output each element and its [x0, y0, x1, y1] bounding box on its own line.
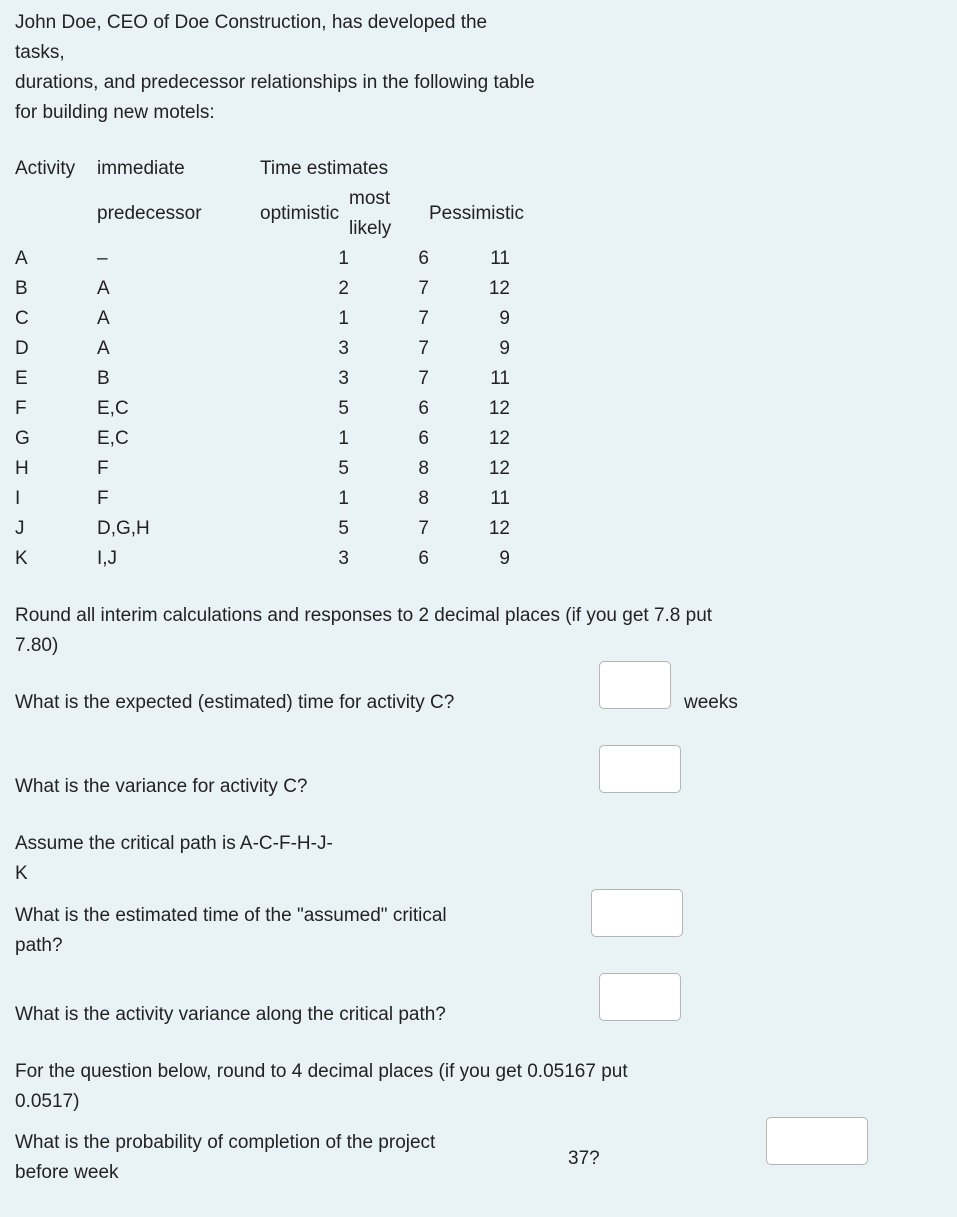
intro-line-2: tasks, [15, 42, 65, 63]
question-expected-time-c: What is the expected (estimated) time for activity C? [15, 692, 455, 713]
header-time-estimates: Time estimates [260, 158, 389, 179]
cell-pessimistic: 12 [488, 428, 510, 449]
question-critical-path-time-line-1: What is the estimated time of the "assumed" critical [15, 905, 447, 926]
question-probability-line-2: before week [15, 1162, 119, 1183]
cell-most-likely: 8 [418, 488, 429, 509]
cell-most-likely: 6 [418, 398, 429, 419]
cell-pessimistic: 9 [499, 548, 510, 569]
cell-predecessor: A [97, 338, 110, 359]
cell-predecessor: D,G,H [97, 518, 150, 539]
cell-most-likely: 6 [418, 428, 429, 449]
cell-most-likely: 7 [418, 368, 429, 389]
cell-optimistic: 1 [338, 308, 349, 329]
cell-activity: F [15, 398, 27, 419]
rounding-note-line-1: Round all interim calculations and responses to 2 decimal places (if you get 7.8 put [15, 605, 713, 626]
question-probability-line-1: What is the probability of completion of the project [15, 1132, 436, 1153]
cell-optimistic: 1 [338, 428, 349, 449]
critical-path-time-input[interactable] [591, 889, 683, 937]
rounding-note-line-2: 7.80) [15, 635, 59, 656]
weeks-unit-label: weeks [684, 692, 738, 713]
assume-critical-path-line-2: K [15, 863, 28, 884]
cell-activity: E [15, 368, 28, 389]
header-predecessor: predecessor [97, 203, 202, 224]
cell-activity: B [15, 278, 28, 299]
cell-optimistic: 5 [338, 518, 349, 539]
cell-pessimistic: 11 [490, 488, 510, 509]
cell-predecessor: F [97, 488, 109, 509]
cell-predecessor: I,J [97, 548, 118, 569]
cell-activity: C [15, 308, 29, 329]
rounding4-note-line-1: For the question below, round to 4 decimal places (if you get 0.05167 put [15, 1061, 628, 1082]
cell-pessimistic: 12 [488, 458, 510, 479]
cell-activity: I [15, 488, 21, 509]
question-critical-path-time-line-2: path? [15, 935, 63, 956]
cell-optimistic: 2 [338, 278, 349, 299]
cell-activity: K [15, 548, 28, 569]
cell-activity: H [15, 458, 29, 479]
header-optimistic: optimistic [260, 203, 340, 224]
cell-optimistic: 5 [338, 458, 349, 479]
header-likely: likely [349, 218, 392, 239]
cell-most-likely: 7 [418, 278, 429, 299]
intro-line-4: for building new motels: [15, 102, 215, 123]
cell-predecessor: E,C [97, 428, 129, 449]
cell-predecessor: – [97, 248, 108, 269]
cell-pessimistic: 12 [488, 398, 510, 419]
cell-most-likely: 7 [418, 338, 429, 359]
cell-most-likely: 6 [418, 248, 429, 269]
cell-most-likely: 7 [418, 518, 429, 539]
cell-predecessor: A [97, 308, 110, 329]
cell-most-likely: 6 [418, 548, 429, 569]
question-variance-c: What is the variance for activity C? [15, 776, 308, 797]
header-most: most [349, 188, 391, 209]
cell-activity: G [15, 428, 30, 449]
critical-path-variance-input[interactable] [599, 973, 681, 1021]
intro-line-1: John Doe, CEO of Doe Construction, has developed the [15, 12, 488, 33]
header-immediate: immediate [97, 158, 185, 179]
week-number-label: 37? [568, 1148, 600, 1169]
cell-predecessor: F [97, 458, 109, 479]
cell-optimistic: 3 [338, 548, 349, 569]
cell-most-likely: 7 [418, 308, 429, 329]
cell-pessimistic: 12 [488, 518, 510, 539]
cell-activity: J [15, 518, 25, 539]
expected-time-c-input[interactable] [599, 661, 671, 709]
cell-pessimistic: 9 [499, 308, 510, 329]
header-activity: Activity [15, 158, 76, 179]
cell-optimistic: 5 [338, 398, 349, 419]
cell-activity: D [15, 338, 29, 359]
cell-predecessor: A [97, 278, 110, 299]
cell-optimistic: 3 [338, 338, 349, 359]
rounding4-note-line-2: 0.0517) [15, 1091, 80, 1112]
cell-predecessor: E,C [97, 398, 129, 419]
cell-pessimistic: 9 [499, 338, 510, 359]
cell-optimistic: 1 [338, 248, 349, 269]
variance-c-input[interactable] [599, 745, 681, 793]
assume-critical-path-line-1: Assume the critical path is A-C-F-H-J- [15, 833, 333, 854]
cell-pessimistic: 11 [490, 368, 510, 389]
intro-line-3: durations, and predecessor relationships in the following table [15, 72, 535, 93]
cell-pessimistic: 12 [488, 278, 510, 299]
probability-input[interactable] [766, 1117, 868, 1165]
cell-optimistic: 3 [338, 368, 349, 389]
cell-activity: A [15, 248, 28, 269]
header-pessimistic: Pessimistic [429, 203, 525, 224]
cell-predecessor: B [97, 368, 110, 389]
cell-optimistic: 1 [338, 488, 349, 509]
cell-most-likely: 8 [418, 458, 429, 479]
cell-pessimistic: 11 [490, 248, 510, 269]
question-critical-path-variance: What is the activity variance along the critical path? [15, 1004, 446, 1025]
